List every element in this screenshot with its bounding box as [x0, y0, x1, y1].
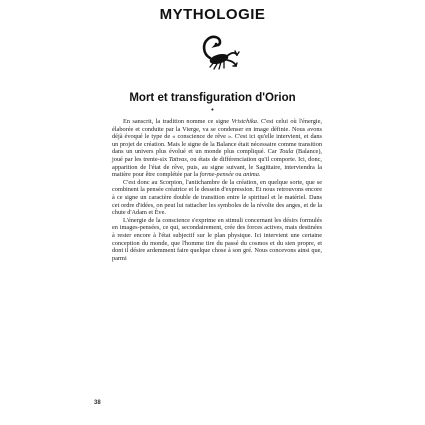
italic-term: Tattvas [168, 155, 187, 163]
text-run: (Balance), joué par les trente-six [112, 148, 322, 163]
text-run: C'est donc au Scorpion, l'antichambre de la création, en quelque sorte, que se combinent la pensée créatrice et le dessein d'expression. Et nous retrouvons encore à ce signe un caractère double de transition entre le spirituel et le matériel. Dans cet ordre d'idées, on peut lui rattacher les symboles de la révolte des anges, et de la chute d'Adam et Ève. [112, 178, 322, 217]
italic-term: anima [243, 171, 259, 179]
paragraph [112, 179, 322, 217]
italic-term: Vristchika [231, 118, 257, 125]
page-number: 38 [94, 400, 101, 406]
paragraph [112, 217, 322, 263]
section-title: MYTHOLOGIE [159, 6, 266, 23]
paragraph [112, 118, 322, 179]
chapter-title: Mort et transfiguration d'Orion [129, 92, 296, 104]
body-text [112, 118, 322, 262]
text-run: L'énergie de la conscience s'exprime en stimuli concernant les désirs formulés en images-pensées, ce qui, secondairement, crée des forces actives, mais destinées à rester encore à l'état subjectif sur le plan physique. Ici intervient une certaine conception du monde, que l'homme tire du passé du cosmos et du sien propre, et dont il désire ardemment faire quelque chose à son gré. Nous concevons ainsi que, parmi [112, 216, 322, 262]
italic-term: forme-pensée [199, 171, 234, 179]
scorpion-icon [197, 30, 241, 74]
text-run: . C'est celui où l'énergie, élaborée et conduite par la Vierge, va se condenser en image définie. Nous avons déjà évoqué le type de « conscience de rêve ». C'est ici qu'elle intervient, et dans un projet de création. Mais le signe de la Balance était nécessaire comme transition dans un univers plus évolué et un monde plus compliqué. Car [112, 118, 322, 156]
title-bullet: • [210, 106, 215, 114]
italic-term: Toula [279, 148, 294, 156]
text-run: . [258, 171, 261, 179]
text-run: , ou états de différenciation qu'il comporte. Ici, donc, apparition de l'état de rêve, puis, au signe suivant, le Sagittaire, interviendra la matière pour être complétée par la [112, 155, 322, 179]
text-run: ou [233, 171, 244, 179]
text-run: En sanscrit, la tradition nomme ce signe [123, 118, 232, 125]
